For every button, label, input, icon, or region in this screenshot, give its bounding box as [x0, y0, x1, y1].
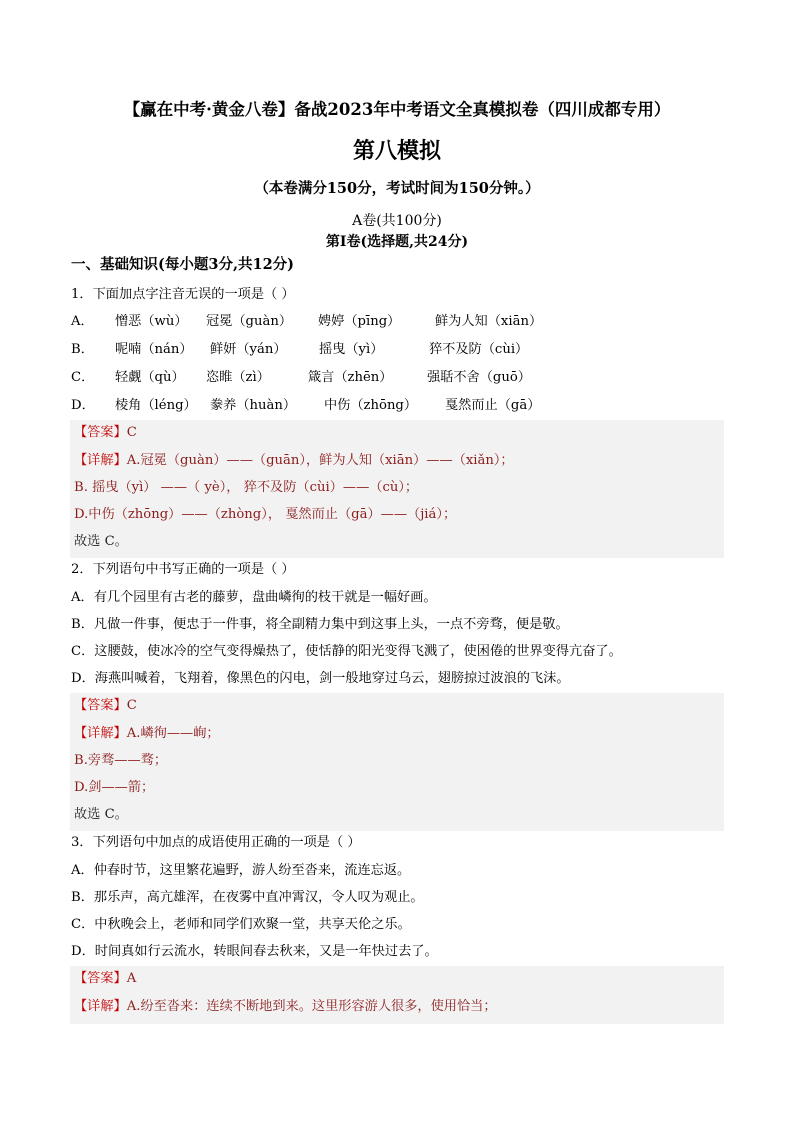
option-item: 豢养（huàn） [210, 398, 297, 413]
question-3-option-c: C．中秋晚会上，老师和同学们欢聚一堂，共享天伦之乐。 [71, 917, 411, 932]
detail-line: B. 摇曳（yì） ——（ yè）， 猝不及防（cùi）——（cù）； [74, 480, 419, 495]
section-heading: 一、基础知识(每小题3分,共12分) [71, 256, 295, 273]
question-3-stem: 3．下列语句中加点的成语使用正确的一项是（ ） [71, 835, 361, 850]
detail-line [74, 998, 497, 1016]
detail-line: B.旁骛——骛； [74, 753, 168, 768]
answer-tag: 【答案】 [74, 698, 127, 713]
answer-tag: 【答案】 [74, 971, 127, 986]
question-1-answer-block [70, 420, 724, 558]
option-item: 猝不及防（cùi） [429, 342, 529, 357]
answer-line [74, 970, 136, 988]
detail-text: A.嶙徇——峋； [126, 726, 220, 741]
option-item: 摇曳（yì） [319, 342, 384, 357]
option-label: B． [71, 342, 94, 357]
question-2-answer-block [70, 693, 724, 831]
option-item: 戛然而止（gā） [445, 398, 541, 413]
detail-tag: 【详解】 [74, 726, 127, 741]
answer-value: A [126, 971, 137, 986]
question-1-option-b [71, 341, 528, 359]
page-subtitle: 第八模拟 [352, 138, 441, 164]
option-label: A． [71, 314, 94, 329]
question-1-option-d [71, 397, 540, 415]
option-item: 轻觑（qù） [115, 370, 185, 385]
option-item: 强聒不舍（guō） [427, 370, 531, 385]
option-item: 恣睢（zì） [206, 370, 270, 385]
option-item: 棱角（léng） [115, 398, 197, 413]
answer-tag: 【答案】 [74, 425, 127, 440]
exam-note: （本卷满分150分，考试时间为150分钟。） [254, 180, 540, 197]
question-2-option-d: D．海燕叫喊着，飞翔着，像黑色的闪电，剑一般地穿过乌云，翅膀掠过波浪的飞沫。 [71, 671, 570, 686]
option-item: 娉婷（pīng） [318, 314, 401, 329]
conclusion-line: 故选 C。 [74, 807, 128, 822]
question-3-answer-block [70, 966, 724, 1024]
volume-a-heading: A卷(共100分) [352, 213, 442, 229]
option-item: 呢喃（nán） [115, 342, 193, 357]
question-3-option-d: D．时间真如行云流水，转眼间春去秋来，又是一年快过去了。 [71, 944, 438, 959]
question-2-option-b: B．凡做一件事，便忠于一件事，将全副精力集中到这事上头，一点不旁骛，便是敬。 [71, 617, 569, 632]
detail-line [74, 725, 220, 743]
answer-line [74, 424, 137, 442]
detail-tag: 【详解】 [74, 999, 127, 1014]
detail-text: A.冠冕（guàn）——（guān），鲜为人知（xiān）——（xiǎn）； [126, 453, 514, 468]
question-2-option-a: A．有几个园里有古老的藤萝，盘曲嶙徇的枝干就是一幅好画。 [71, 590, 437, 605]
question-2-option-c: C．这腰鼓，使冰冷的空气变得燥热了，使恬静的阳光变得飞溅了，使困倦的世界变得亢奋了。 [71, 644, 622, 659]
option-item: 箴言（zhēn） [308, 370, 393, 385]
conclusion-line: 故选 C。 [74, 534, 128, 549]
option-item: 鲜妍（yán） [210, 342, 287, 357]
question-3-option-a: A．仲春时节，这里繁花遍野，游人纷至沓来，流连忘返。 [71, 863, 411, 878]
page-title: 【赢在中考·黄金八卷】备战2023年中考语文全真模拟卷（四川成都专用） [123, 100, 671, 119]
option-item: 中伤（zhōng） [324, 398, 418, 413]
detail-tag: 【详解】 [74, 453, 127, 468]
answer-value: C [126, 698, 137, 713]
detail-text: A.纷至沓来：连续不断地到来。这里形容游人很多，使用恰当； [126, 999, 497, 1014]
option-item: 憎恶（wù） [115, 314, 188, 329]
detail-line: D.中伤（zhōng）——（zhòng）， 戛然而止（gā）——（jiá）； [74, 507, 457, 522]
volume-1-heading: 第Ⅰ卷(选择题,共24分) [325, 234, 469, 250]
answer-line [74, 697, 137, 715]
option-item: 鲜为人知（xiān） [435, 314, 543, 329]
detail-line: D.剑——箭； [74, 780, 155, 795]
question-3-option-b: B．那乐声，高亢雄浑，在夜雾中直冲霄汉，令人叹为观止。 [71, 890, 424, 905]
question-1-stem: 1．下面加点字注音无误的一项是（ ） [71, 287, 295, 302]
detail-line [74, 452, 514, 470]
question-2-stem: 2．下列语句中书写正确的一项是（ ） [71, 562, 295, 577]
option-label: C． [71, 370, 95, 385]
question-1-option-c [71, 369, 531, 387]
question-1-option-a [71, 313, 542, 331]
option-label: D． [71, 398, 95, 413]
option-item: 冠冕（guàn） [206, 314, 293, 329]
answer-value: C [126, 425, 137, 440]
